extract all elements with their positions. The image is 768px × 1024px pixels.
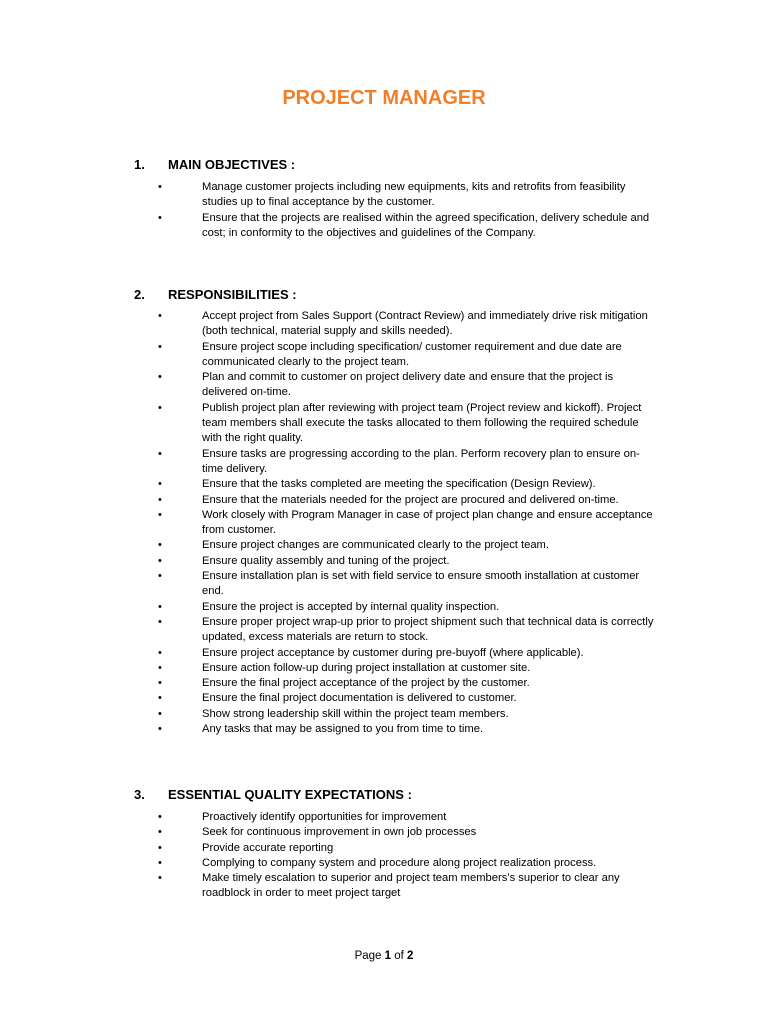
bullet-icon: • — [158, 371, 162, 384]
bullet-list — [0, 309, 654, 737]
section-title: MAIN OBJECTIVES : — [168, 157, 296, 172]
list-item: • Ensure the final project acceptance of the project by the customer. — [0, 676, 654, 691]
list-item: • Manage customer projects including new equipments, kits and retrofits from feasibility studies up to final acceptance by the customer. — [158, 181, 626, 209]
list-item: • Ensure proper project wrap-up prior to project shipment such that technical data is correctly updated, excess materials are return to stock. — [158, 615, 654, 644]
list-item: • Complying to company system and procedure along project realization process. — [0, 856, 654, 871]
section-number: 2. — [134, 287, 145, 302]
bullet-icon: • — [158, 826, 162, 839]
total-page-count: 2 — [407, 950, 414, 962]
bullet-icon: • — [158, 211, 162, 224]
list-item: • Make timely escalation to superior and project team members’s superior to clear any roadblock in order to meet project target — [158, 872, 620, 900]
bullet-icon: • — [158, 646, 162, 659]
section-title: RESPONSIBILITIES : — [168, 287, 297, 302]
list-item: • Plan and commit to customer on project delivery date and ensure that the project is delivered on-time. — [158, 371, 614, 399]
list-item: • Ensure installation plan is set with field service to ensure smooth installation at customer end. — [158, 570, 640, 598]
bullet-list — [0, 810, 654, 902]
section-number: 1. — [134, 157, 145, 172]
list-item: • Ensure action follow-up during project installation at customer site. — [0, 661, 654, 676]
bullet-icon: • — [158, 841, 162, 854]
list-item: • Ensure project changes are communicated clearly to the project team. — [0, 538, 654, 553]
list-item: • Ensure quality assembly and tuning of the project. — [0, 554, 654, 569]
list-item: • Publish project plan after reviewing with project team (Project review and kickoff). Project team members shall execute the tasks allocated to them following the required schedule with the right quality. — [158, 401, 642, 445]
bullet-icon: • — [158, 692, 162, 705]
bullet-icon: • — [158, 508, 162, 521]
list-item: • Ensure the project is accepted by internal quality inspection. — [0, 600, 654, 615]
section-title: ESSENTIAL QUALITY EXPECTATIONS : — [168, 787, 412, 802]
list-item: • Accept project from Sales Support (Contract Review) and immediately drive risk mitigation (both technical, material supply and skills needed). — [158, 310, 648, 338]
bullet-icon: • — [158, 493, 162, 506]
bullet-icon: • — [158, 570, 162, 583]
current-page-number: 1 — [384, 950, 392, 962]
bullet-icon: • — [158, 181, 162, 193]
bullet-icon: • — [158, 554, 162, 567]
list-item: • Work closely with Program Manager in case of project plan change and ensure acceptance from customer. — [158, 508, 653, 537]
page-footer — [0, 950, 768, 962]
bullet-icon: • — [158, 340, 162, 353]
bullet-icon: • — [158, 401, 162, 414]
list-item: • Ensure project scope including specification/ customer requirement and due date are communicated clearly to the project team. — [158, 340, 622, 368]
list-item: • Show strong leadership skill within the project team members. — [0, 707, 654, 722]
list-item: • Ensure project acceptance by customer during pre-buyoff (where applicable). — [0, 646, 654, 661]
bullet-icon: • — [158, 539, 162, 552]
bullet-icon: • — [158, 310, 162, 322]
list-item: • Ensure that the materials needed for the project are procured and delivered on-time. — [0, 493, 654, 508]
list-item: • Ensure that the projects are realised within the agreed specification, delivery schedule and cost; in conformity to the objectives and guidelines of the Company. — [158, 211, 650, 239]
section-number: 3. — [134, 787, 145, 802]
bullet-icon: • — [158, 447, 162, 460]
document-title: PROJECT MANAGER — [282, 87, 486, 109]
bullet-icon: • — [158, 872, 162, 885]
list-item: • Provide accurate reporting — [0, 841, 654, 856]
bullet-icon: • — [158, 811, 162, 823]
list-item: • Ensure tasks are progressing according to the plan. Perform recovery plan to ensure on-time delivery. — [158, 447, 640, 475]
page-label: Page — [354, 950, 385, 962]
list-item: • Seek for continuous improvement in own job processes — [0, 825, 654, 840]
list-item: • Ensure the final project documentation is delivered to customer. — [0, 691, 654, 706]
bullet-icon: • — [158, 661, 162, 674]
bullet-icon: • — [158, 478, 162, 491]
bullet-list — [0, 180, 654, 241]
list-item: • Proactively identify opportunities for improvement — [0, 810, 654, 825]
list-item: • Ensure that the tasks completed are meeting the specification (Design Review). — [0, 477, 654, 492]
bullet-icon: • — [158, 600, 162, 613]
page-of-label: of — [391, 950, 408, 962]
bullet-icon: • — [158, 615, 162, 628]
list-item: • Any tasks that may be assigned to you from time to time. — [0, 722, 654, 737]
bullet-icon: • — [158, 707, 162, 720]
bullet-icon: • — [158, 677, 162, 690]
bullet-icon: • — [158, 856, 162, 869]
bullet-icon: • — [158, 723, 162, 736]
